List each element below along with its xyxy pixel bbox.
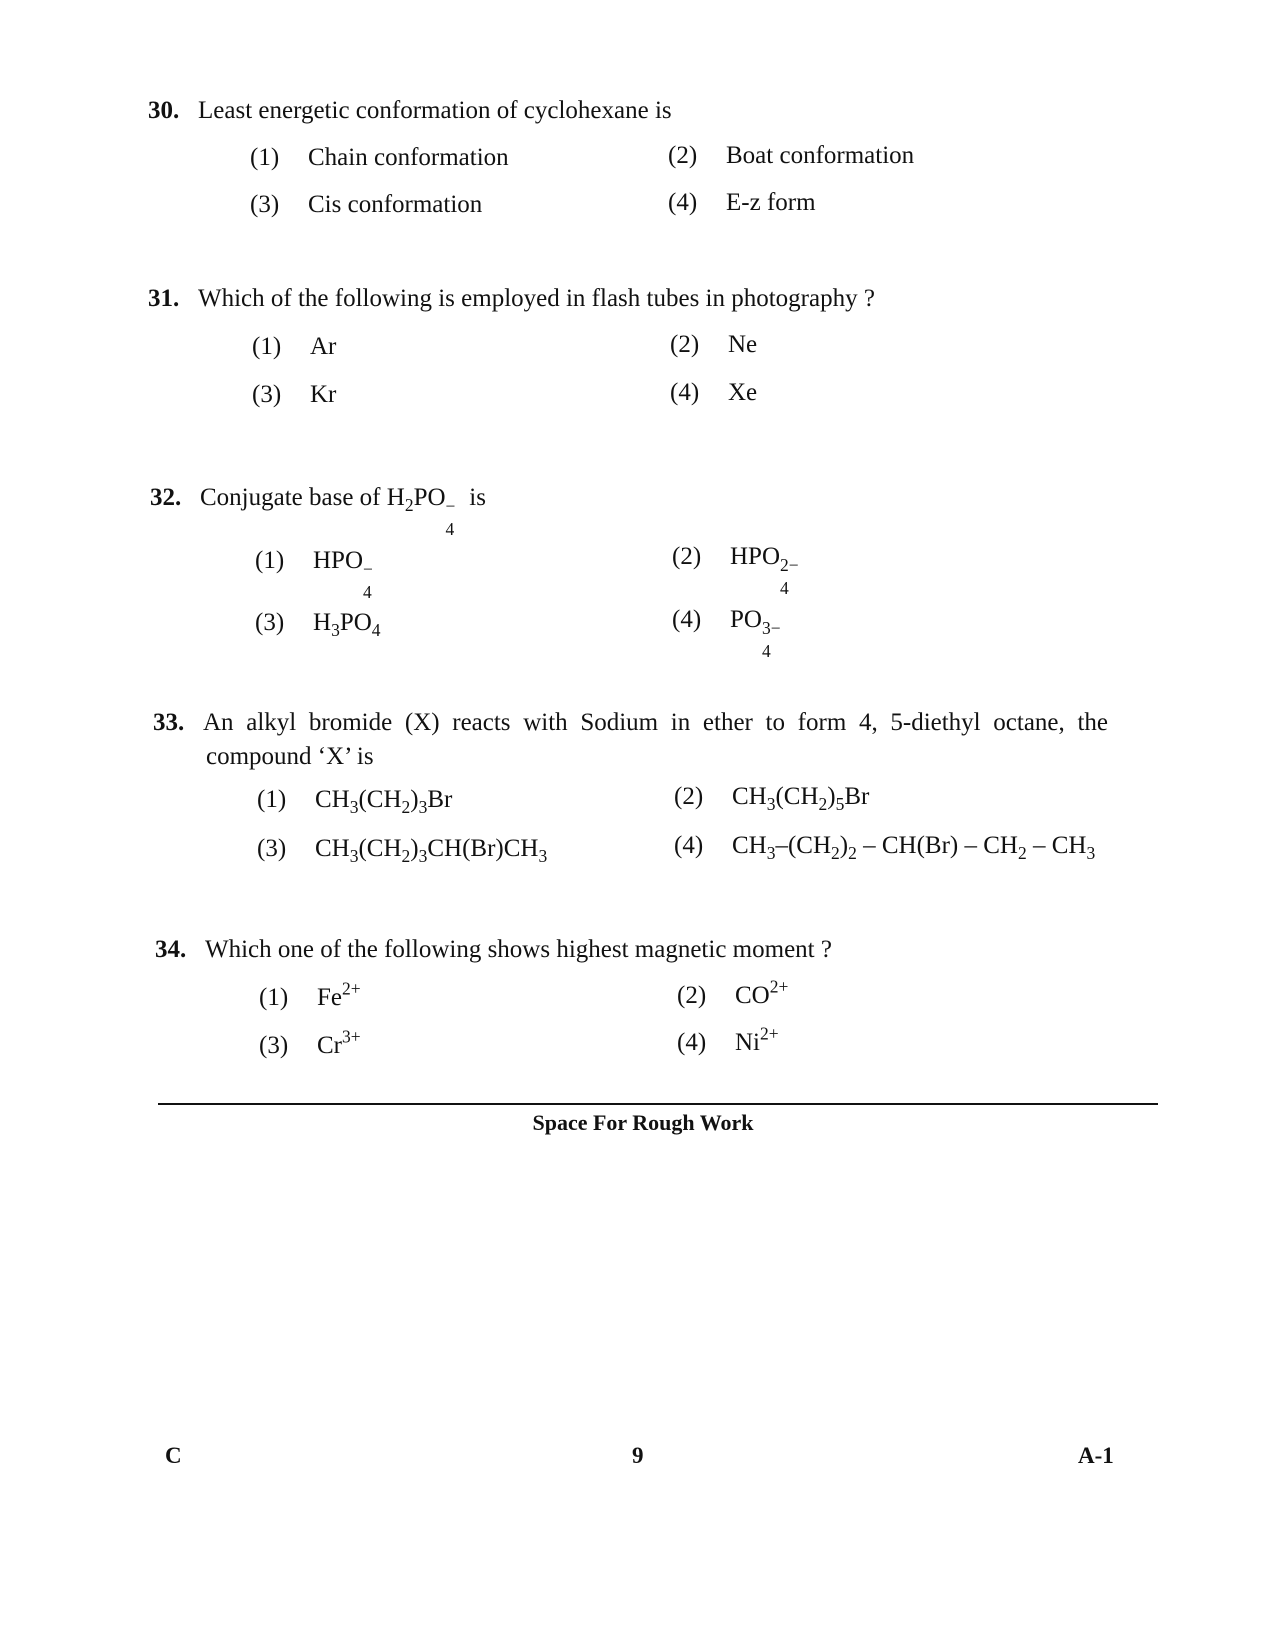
option-formula: $CH_3(CH_2)_5Br$ xyxy=(732,783,870,815)
option-2[interactable]: (2) $CH_3(CH_2)_5Br$ xyxy=(674,783,870,815)
option-formula: $CH_3-(CH_2)_2 - CH(Br) - CH_2 - CH_3$ xyxy=(732,832,1096,864)
option-3[interactable]: (3) $Cr^{3+}$ xyxy=(259,1030,361,1062)
option-3[interactable]: (3) $H_3PO_4$ xyxy=(255,609,381,641)
option-text: Boat conformation xyxy=(726,142,915,169)
option-text: Ar xyxy=(310,333,337,360)
option-3[interactable]: (3) $CH_3(CH_2)_3CH(Br)CH_3$ xyxy=(257,835,548,867)
option-formula: HPO − 4 xyxy=(313,547,373,602)
question-number: 30. xyxy=(148,97,180,124)
option-2[interactable]: (2) HPO 2− 4 xyxy=(672,543,799,598)
option-formula: $H_3PO_4$ xyxy=(313,609,381,641)
option-formula: $Fe^{2+}$ xyxy=(317,978,361,1011)
option-2[interactable]: (2) Ne xyxy=(670,329,757,361)
question-text-line-1: An alkyl bromide (X) reacts with Sodium in ether to form 4, 5-diethyl octane, the xyxy=(203,709,1108,736)
option-formula: $Cr^{3+}$ xyxy=(317,1026,361,1059)
option-1[interactable]: (1) Ar xyxy=(252,331,336,363)
option-1[interactable]: (1) $Fe^{2+}$ xyxy=(259,982,361,1014)
question-number: 31. xyxy=(148,285,180,312)
option-2[interactable]: (2) Boat conformation xyxy=(668,140,914,172)
option-1[interactable]: (1) HPO − 4 xyxy=(255,545,381,577)
question-number: 34. xyxy=(155,936,187,963)
footer-booklet-code: A-1 xyxy=(1078,1443,1114,1468)
option-text: Ne xyxy=(728,331,758,358)
option-text: E-z form xyxy=(726,189,816,216)
option-2[interactable]: (2) $CO^{2+}$ xyxy=(677,980,788,1012)
option-text: Kr xyxy=(310,381,337,408)
question-text-line-2: compound ‘X’ is xyxy=(206,743,374,770)
option-4[interactable]: (4) E-z form xyxy=(668,187,816,219)
option-formula: $Ni^{2+}$ xyxy=(735,1023,779,1056)
question-text: Conjugate base of $H_2PO$ − 4 is xyxy=(200,484,486,539)
option-4[interactable]: (4) Xe xyxy=(670,377,757,409)
footer-series-code: C xyxy=(165,1443,182,1468)
option-3[interactable]: (3) Kr xyxy=(252,379,336,411)
page-number: 9 xyxy=(632,1443,644,1468)
option-1[interactable]: (1) $CH_3(CH_2)_3Br$ xyxy=(257,786,453,818)
option-text: Cis conformation xyxy=(308,191,483,218)
option-formula: $CO^{2+}$ xyxy=(735,976,789,1009)
option-formula: $CH_3(CH_2)_3CH(Br)CH_3$ xyxy=(315,835,548,867)
option-formula: HPO 2− 4 xyxy=(730,543,799,598)
option-3[interactable]: (3) Cis conformation xyxy=(250,189,482,221)
option-text: Xe xyxy=(728,379,758,406)
rough-work-heading: Space For Rough Work xyxy=(532,1110,754,1135)
option-4[interactable]: (4) $CH_3-(CH_2)_2 - CH(Br) - CH_2 - CH_3$ xyxy=(674,832,1096,864)
option-formula: $CH_3(CH_2)_3Br$ xyxy=(315,786,453,818)
option-4[interactable]: (4) PO 3− 4 xyxy=(672,606,781,661)
rough-work-divider xyxy=(158,1103,1158,1105)
question-text: Which one of the following shows highest magnetic moment ? xyxy=(205,936,832,963)
option-1[interactable]: (1) Chain conformation xyxy=(250,142,509,174)
option-formula: PO 3− 4 xyxy=(730,606,781,661)
question-text: Least energetic conformation of cyclohexane is xyxy=(198,97,672,124)
question-number: 33. xyxy=(153,709,185,736)
question-text: Which of the following is employed in flash tubes in photography ? xyxy=(198,285,875,312)
option-4[interactable]: (4) $Ni^{2+}$ xyxy=(677,1027,779,1059)
option-text: Chain conformation xyxy=(308,144,509,171)
question-number: 32. xyxy=(150,484,182,511)
